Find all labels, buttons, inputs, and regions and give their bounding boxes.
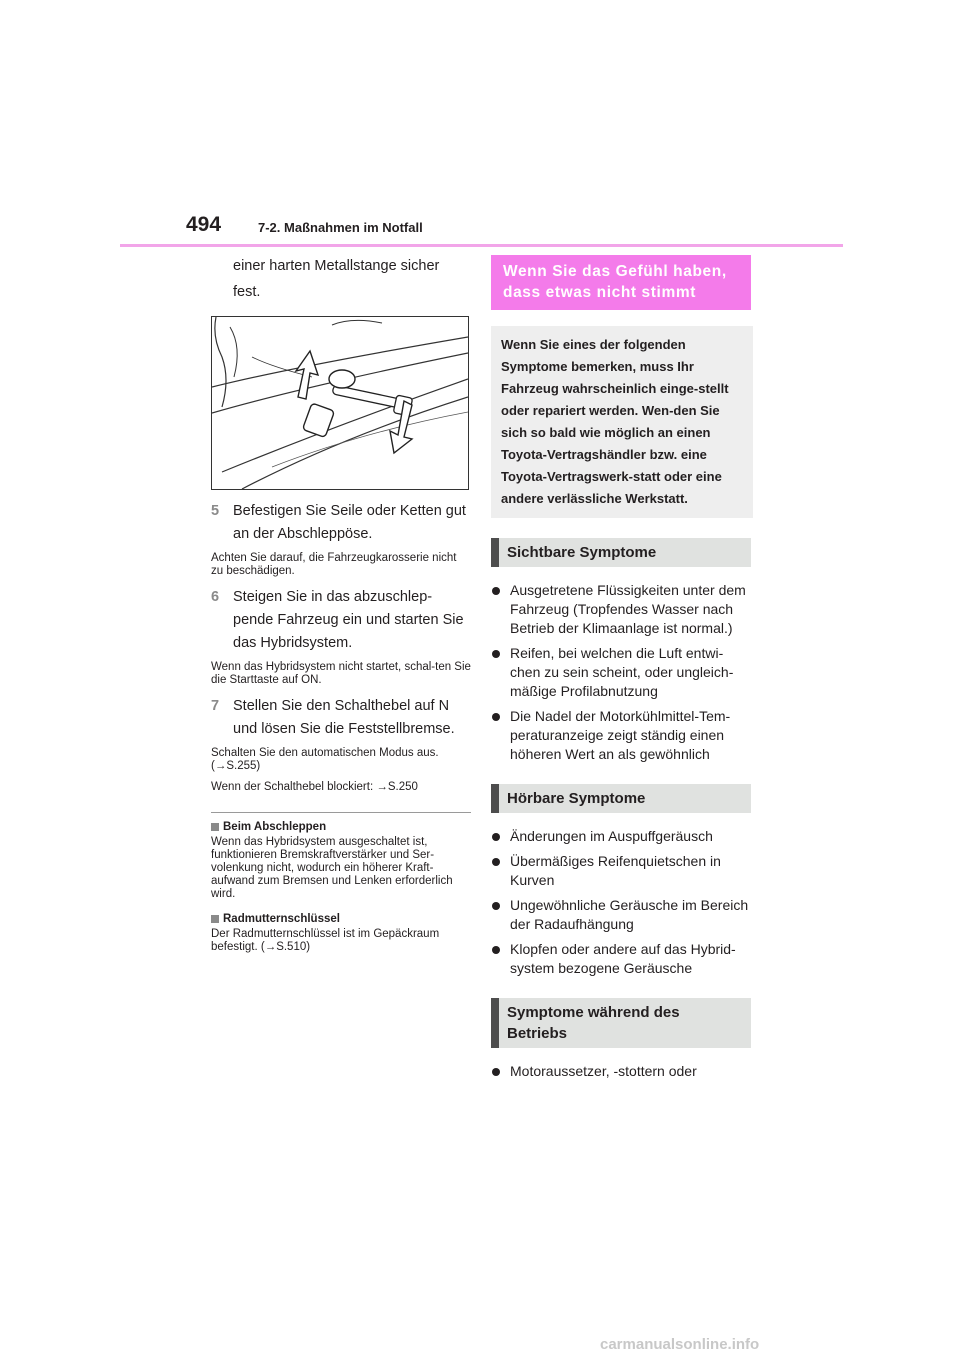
towing-info-text: Wenn das Hybridsystem ausgeschaltet ist, funktionieren Bremskraftverstärker und Ser-volenkung nicht, wodurch ein höherer Kraft-aufwand zum Bremsen und Lenken erforderlich wird. [211, 836, 453, 900]
list-item-text: Die Nadel der Motorkühlmittel-Tem-peraturanzeige zeigt ständig einen höheren Wert an als gewöhnlich [510, 708, 731, 762]
note-step-7-b: Wenn der Schalthebel blockiert: →S.250 [211, 781, 418, 793]
step-7-line2: und lösen Sie die Feststellbremse. [233, 721, 455, 737]
list-item [491, 940, 753, 978]
section-banner: Wenn Sie das Gefühl haben, dass etwas nicht stimmt [491, 255, 751, 310]
operating-symptoms-list [491, 1062, 753, 1081]
section-divider [211, 812, 471, 813]
list-item [491, 581, 753, 638]
bullet-icon [492, 858, 500, 866]
step-6-line2: pende Fahrzeug ein und starten Sie [233, 612, 464, 628]
bullet-icon [492, 587, 500, 595]
bullet-icon [492, 650, 500, 658]
right-column [491, 255, 753, 1087]
step-5-line2: an der Abschleppöse. [233, 526, 373, 542]
topic-operating-symptoms: Symptome während des Betriebs [491, 998, 751, 1048]
intro-text-line2: fest. [233, 284, 261, 300]
wheel-wrench-info-text: Der Radmutternschlüssel ist im Gepäckraum befestigt. (→S.510) [211, 928, 440, 953]
bullet-icon [492, 833, 500, 841]
step-6 [211, 586, 471, 655]
header-rule [120, 244, 843, 247]
list-item [491, 1062, 753, 1081]
step-7 [211, 695, 471, 741]
sub-heading-wheel-wrench-label: Radmutternschlüssel [223, 913, 340, 925]
info-box: Wenn Sie eines der folgenden Symptome bemerken, muss Ihr Fahrzeug wahrscheinlich einge-stellt oder repariert werden. Wen-den Sie sich so bald wie möglich an einen Toyota-Vertragshändler bzw. eine Toyota-Vertragswerk-statt oder eine andere verlässliche Werkstatt. [491, 326, 753, 518]
square-bullet-icon [211, 915, 219, 923]
topic-visible-symptoms: Sichtbare Symptome [491, 538, 751, 567]
note-step-7-a: Schalten Sie den automatischen Modus aus. (→S.255) [211, 747, 439, 772]
step-5 [211, 500, 471, 546]
step-number: 6 [211, 589, 220, 605]
bullet-icon [492, 713, 500, 721]
step-text [233, 500, 466, 546]
list-item-text: Ungewöhnliche Geräusche im Bereich der Radaufhängung [510, 897, 749, 932]
list-item [491, 827, 753, 846]
list-item-text: Ausgetretene Flüssigkeiten unter dem Fahrzeug (Tropfendes Wasser nach Betrieb der Klimaanlage ist normal.) [510, 582, 746, 636]
step-number: 7 [211, 698, 220, 714]
tow-hook-illustration [211, 316, 469, 490]
left-column [211, 255, 471, 962]
tow-hook-drawing [212, 317, 468, 489]
square-bullet-icon [211, 823, 219, 831]
step-5-line1: Befestigen Sie Seile oder Ketten gut [233, 503, 466, 519]
page-number: 494 [186, 213, 222, 236]
watermark: carmanualsonline.info [600, 1336, 760, 1353]
list-item [491, 896, 753, 934]
step-text [233, 695, 455, 741]
bullet-icon [492, 902, 500, 910]
list-item [491, 707, 753, 764]
step-7-line1: Stellen Sie den Schalthebel auf N [233, 698, 450, 714]
note-step-5: Achten Sie darauf, die Fahrzeugkarosserie nicht zu beschädigen. [211, 552, 457, 577]
visible-symptoms-list [491, 581, 753, 764]
list-item-text: Motoraussetzer, -stottern oder [510, 1063, 697, 1079]
list-item-text: Übermäßiges Reifenquietschen in Kurven [510, 853, 721, 888]
list-item [491, 852, 753, 890]
section-title: 7-2. Maßnahmen im Notfall [258, 220, 423, 235]
list-item [491, 644, 753, 701]
sub-heading-towing-label: Beim Abschleppen [223, 821, 327, 833]
bullet-icon [492, 1068, 500, 1076]
list-item-text: Reifen, bei welchen die Luft entwi-chen zu sein scheint, oder ungleich-mäßige Profilabnutzung [510, 645, 734, 699]
bullet-icon [492, 946, 500, 954]
step-6-line1: Steigen Sie in das abzuschlep- [233, 589, 433, 605]
list-item-text: Klopfen oder andere auf das Hybrid-system bezogene Geräusche [510, 941, 736, 976]
audible-symptoms-list [491, 827, 753, 978]
step-number: 5 [211, 503, 220, 519]
intro-text-line1: einer harten Metallstange sicher [233, 258, 440, 274]
note-step-6: Wenn das Hybridsystem nicht startet, schal-ten Sie die Starttaste auf ON. [211, 661, 471, 686]
step-text [233, 586, 464, 655]
sub-heading-wheel-wrench [211, 913, 471, 925]
list-item-text: Änderungen im Auspuffgeräusch [510, 828, 713, 844]
step-6-line3: das Hybridsystem. [233, 635, 353, 651]
topic-audible-symptoms: Hörbare Symptome [491, 784, 751, 813]
sub-heading-towing [211, 821, 471, 833]
